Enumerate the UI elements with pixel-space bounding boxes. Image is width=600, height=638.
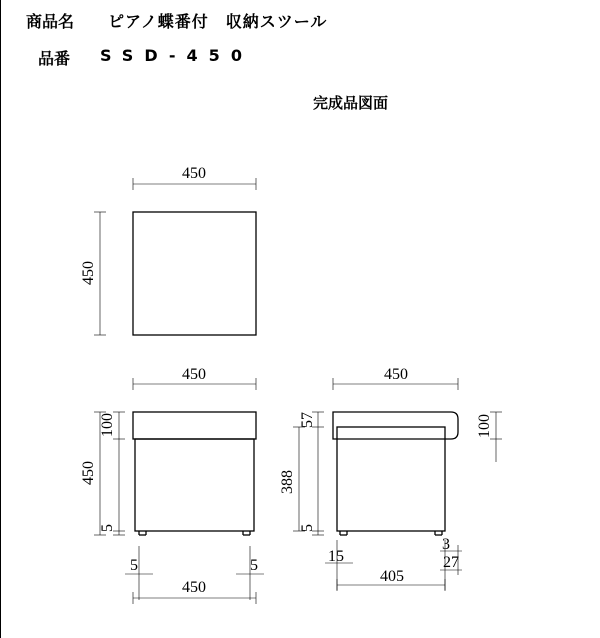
side-body xyxy=(337,427,445,531)
side-lid-overhang-label: 3 xyxy=(442,536,450,553)
top-view-outline xyxy=(133,212,256,335)
side-offset-left-label: 15 xyxy=(328,548,344,565)
product-name-label: 商品名 xyxy=(26,12,75,31)
side-lid-height-label: 100 xyxy=(476,414,493,438)
product-code: SSD-450 xyxy=(100,46,253,65)
side-inner-height-label: 57 xyxy=(299,412,316,428)
top-view xyxy=(80,165,256,335)
front-lid xyxy=(133,412,256,439)
side-width-label: 450 xyxy=(384,366,408,383)
side-foot-height-label: 5 xyxy=(299,524,316,532)
front-foot-height-label: 5 xyxy=(99,524,116,532)
product-code-label: 品番 xyxy=(38,49,71,68)
side-body-height-label: 388 xyxy=(279,470,296,494)
front-width-label: 450 xyxy=(182,366,206,383)
top-width-label: 450 xyxy=(182,165,206,182)
product-name: ピアノ蝶番付 収納スツール xyxy=(108,12,328,31)
front-body-height-label: 450 xyxy=(80,461,97,485)
top-depth-label: 450 xyxy=(80,261,97,285)
side-overhang-total-label: 27 xyxy=(443,554,459,571)
front-lid-height-label: 100 xyxy=(99,413,116,437)
front-foot-inset-right-label: 5 xyxy=(250,557,258,574)
front-base-width-label: 450 xyxy=(182,579,206,596)
front-foot-inset-left-label: 5 xyxy=(130,557,138,574)
side-lid xyxy=(333,412,458,439)
side-view xyxy=(279,366,502,591)
front-body xyxy=(135,439,254,531)
side-body-depth-label: 405 xyxy=(380,568,404,585)
drawing-title: 完成品図面 xyxy=(313,94,389,112)
front-view xyxy=(80,366,264,604)
